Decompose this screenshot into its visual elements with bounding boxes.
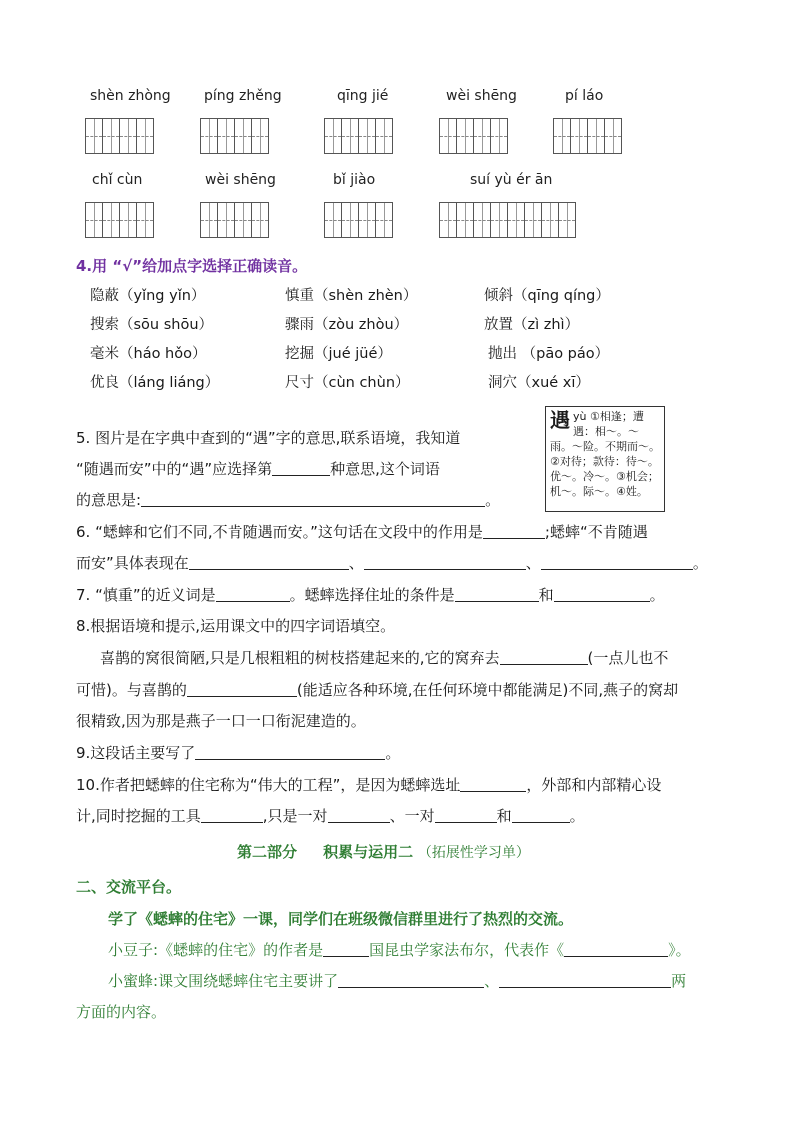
section2-intro: 学了《蟋蟀的住宅》一课，同学们在班级微信群里进行了热烈的交流。 xyxy=(108,910,574,928)
writing-grid[interactable] xyxy=(439,202,576,238)
dialog-line: 方面的内容。 xyxy=(76,1003,167,1021)
part2-heading: 第二部分 积累与运用二 （拓展性学习单） xyxy=(237,843,530,861)
pinyin-label: chǐ cùn xyxy=(92,172,143,188)
reading-item[interactable]: 骤雨（zòu zhòu） xyxy=(285,317,409,333)
reading-item[interactable]: 毫米（háo hǒo） xyxy=(90,346,207,362)
q8-line: 很精致,因为那是燕子一口一口衔泥建造的。 xyxy=(76,712,366,730)
answer-blank[interactable] xyxy=(272,460,330,476)
q4-title: 4.用 “√”给加点字选择正确读音。 xyxy=(76,257,308,275)
writing-grid[interactable] xyxy=(324,202,393,238)
answer-blank[interactable] xyxy=(216,586,290,602)
reading-item[interactable]: 抛出 （pāo páo） xyxy=(488,346,610,362)
reading-item[interactable]: 挖掘（jué jüé） xyxy=(285,346,392,362)
answer-blank[interactable] xyxy=(460,776,526,792)
q5-line: 的意思是: 。 xyxy=(76,491,501,509)
reading-item[interactable]: 隐蔽（yǐng yǐn） xyxy=(90,288,206,304)
reading-item[interactable]: 慎重（shèn zhèn） xyxy=(285,288,418,304)
writing-grid[interactable] xyxy=(200,118,269,154)
pinyin-label: suí yù ér ān xyxy=(470,172,553,188)
pinyin-label: shèn zhòng xyxy=(90,88,171,104)
q10-line: 10.作者把蟋蟀的住宅称为“伟大的工程”，是因为蟋蟀选址 ，外部和内部精心设 xyxy=(76,776,662,794)
q8-line: 喜鹊的窝很简陋,只是几根粗粗的树枝搭建起来的,它的窝弃去 (一点儿也不 xyxy=(100,649,669,667)
reading-item[interactable]: 尺寸（cùn chùn） xyxy=(285,375,410,391)
writing-grid[interactable] xyxy=(200,202,269,238)
pinyin-label: wèi shēng xyxy=(446,88,517,104)
reading-item[interactable]: 倾斜（qīng qíng） xyxy=(484,288,610,304)
answer-blank[interactable] xyxy=(541,554,693,570)
dictionary-char: 遇 xyxy=(550,408,570,432)
q9-line: 9.这段话主要写了 。 xyxy=(76,744,401,762)
answer-blank[interactable] xyxy=(195,744,385,760)
q8-line: 可惜)。与喜鹊的 (能适应各种环境,在任何环境中都能满足)不同,燕子的窝却 xyxy=(76,681,679,699)
dictionary-text: yù ①相逢；遭遇：相～。～雨。～险。不期而～。②对待；款待：待～。优～。冷～。③机会；机～。际～。④姓。 xyxy=(550,410,660,498)
writing-grid[interactable] xyxy=(324,118,393,154)
answer-blank[interactable] xyxy=(323,941,369,957)
answer-blank[interactable] xyxy=(455,586,539,602)
answer-blank[interactable] xyxy=(554,586,650,602)
answer-blank[interactable] xyxy=(483,523,545,539)
answer-blank[interactable] xyxy=(328,807,390,823)
writing-grid[interactable] xyxy=(553,118,622,154)
reading-item[interactable]: 洞穴（xué xī） xyxy=(488,375,590,391)
reading-item[interactable]: 搜索（sōu shōu） xyxy=(90,317,214,333)
answer-blank[interactable] xyxy=(499,972,671,988)
answer-blank[interactable] xyxy=(189,554,349,570)
q10-line: 计,同时挖掘的工具 ,只是一对 、一对 和 。 xyxy=(76,807,585,825)
pinyin-label: wèi shēng xyxy=(205,172,276,188)
pinyin-label: qīng jié xyxy=(337,88,389,104)
reading-item[interactable]: 优良（láng liáng） xyxy=(90,375,220,391)
answer-blank[interactable] xyxy=(201,807,263,823)
answer-blank[interactable] xyxy=(512,807,570,823)
writing-grid[interactable] xyxy=(85,202,154,238)
writing-grid[interactable] xyxy=(85,118,154,154)
writing-grid[interactable] xyxy=(439,118,508,154)
q7-line: 7. “慎重”的近义词是 。蟋蟀选择住址的条件是 和 。 xyxy=(76,586,665,604)
answer-blank[interactable] xyxy=(564,941,668,957)
reading-item[interactable]: 放置（zì zhì） xyxy=(484,317,580,333)
q8-title: 8.根据语境和提示,运用课文中的四字词语填空。 xyxy=(76,617,396,635)
pinyin-label: píng zhěng xyxy=(204,88,282,104)
answer-blank[interactable] xyxy=(435,807,497,823)
answer-blank[interactable] xyxy=(187,681,297,697)
q6-line: 而安”具体表现在 、 、 。 xyxy=(76,554,708,572)
dialog-line: 小蜜蜂:课文围绕蟋蟀住宅主要讲了 、 两 xyxy=(108,972,687,990)
dictionary-entry-image xyxy=(545,406,665,512)
q5-line: “随遇而安”中的“遇”应选择第 种意思,这个词语 xyxy=(76,460,440,478)
q6-line: 6. “蟋蟀和它们不同,不肯随遇而安。”这句话在文段中的作用是 ;蟋蟀“不肯随遇 xyxy=(76,523,648,541)
answer-blank[interactable] xyxy=(364,554,526,570)
q5-line: 5. 图片是在字典中查到的“遇”字的意思,联系语境，我知道 xyxy=(76,429,461,447)
answer-blank[interactable] xyxy=(338,972,484,988)
dialog-line: 小豆子:《蟋蟀的住宅》的作者是 国昆虫学家法布尔，代表作《 》。 xyxy=(108,941,691,959)
pinyin-label: bǐ jiào xyxy=(333,172,376,188)
section2-heading: 二、交流平台。 xyxy=(76,878,182,896)
answer-blank[interactable] xyxy=(141,491,485,507)
answer-blank[interactable] xyxy=(500,649,588,665)
pinyin-label: pí láo xyxy=(565,88,604,104)
